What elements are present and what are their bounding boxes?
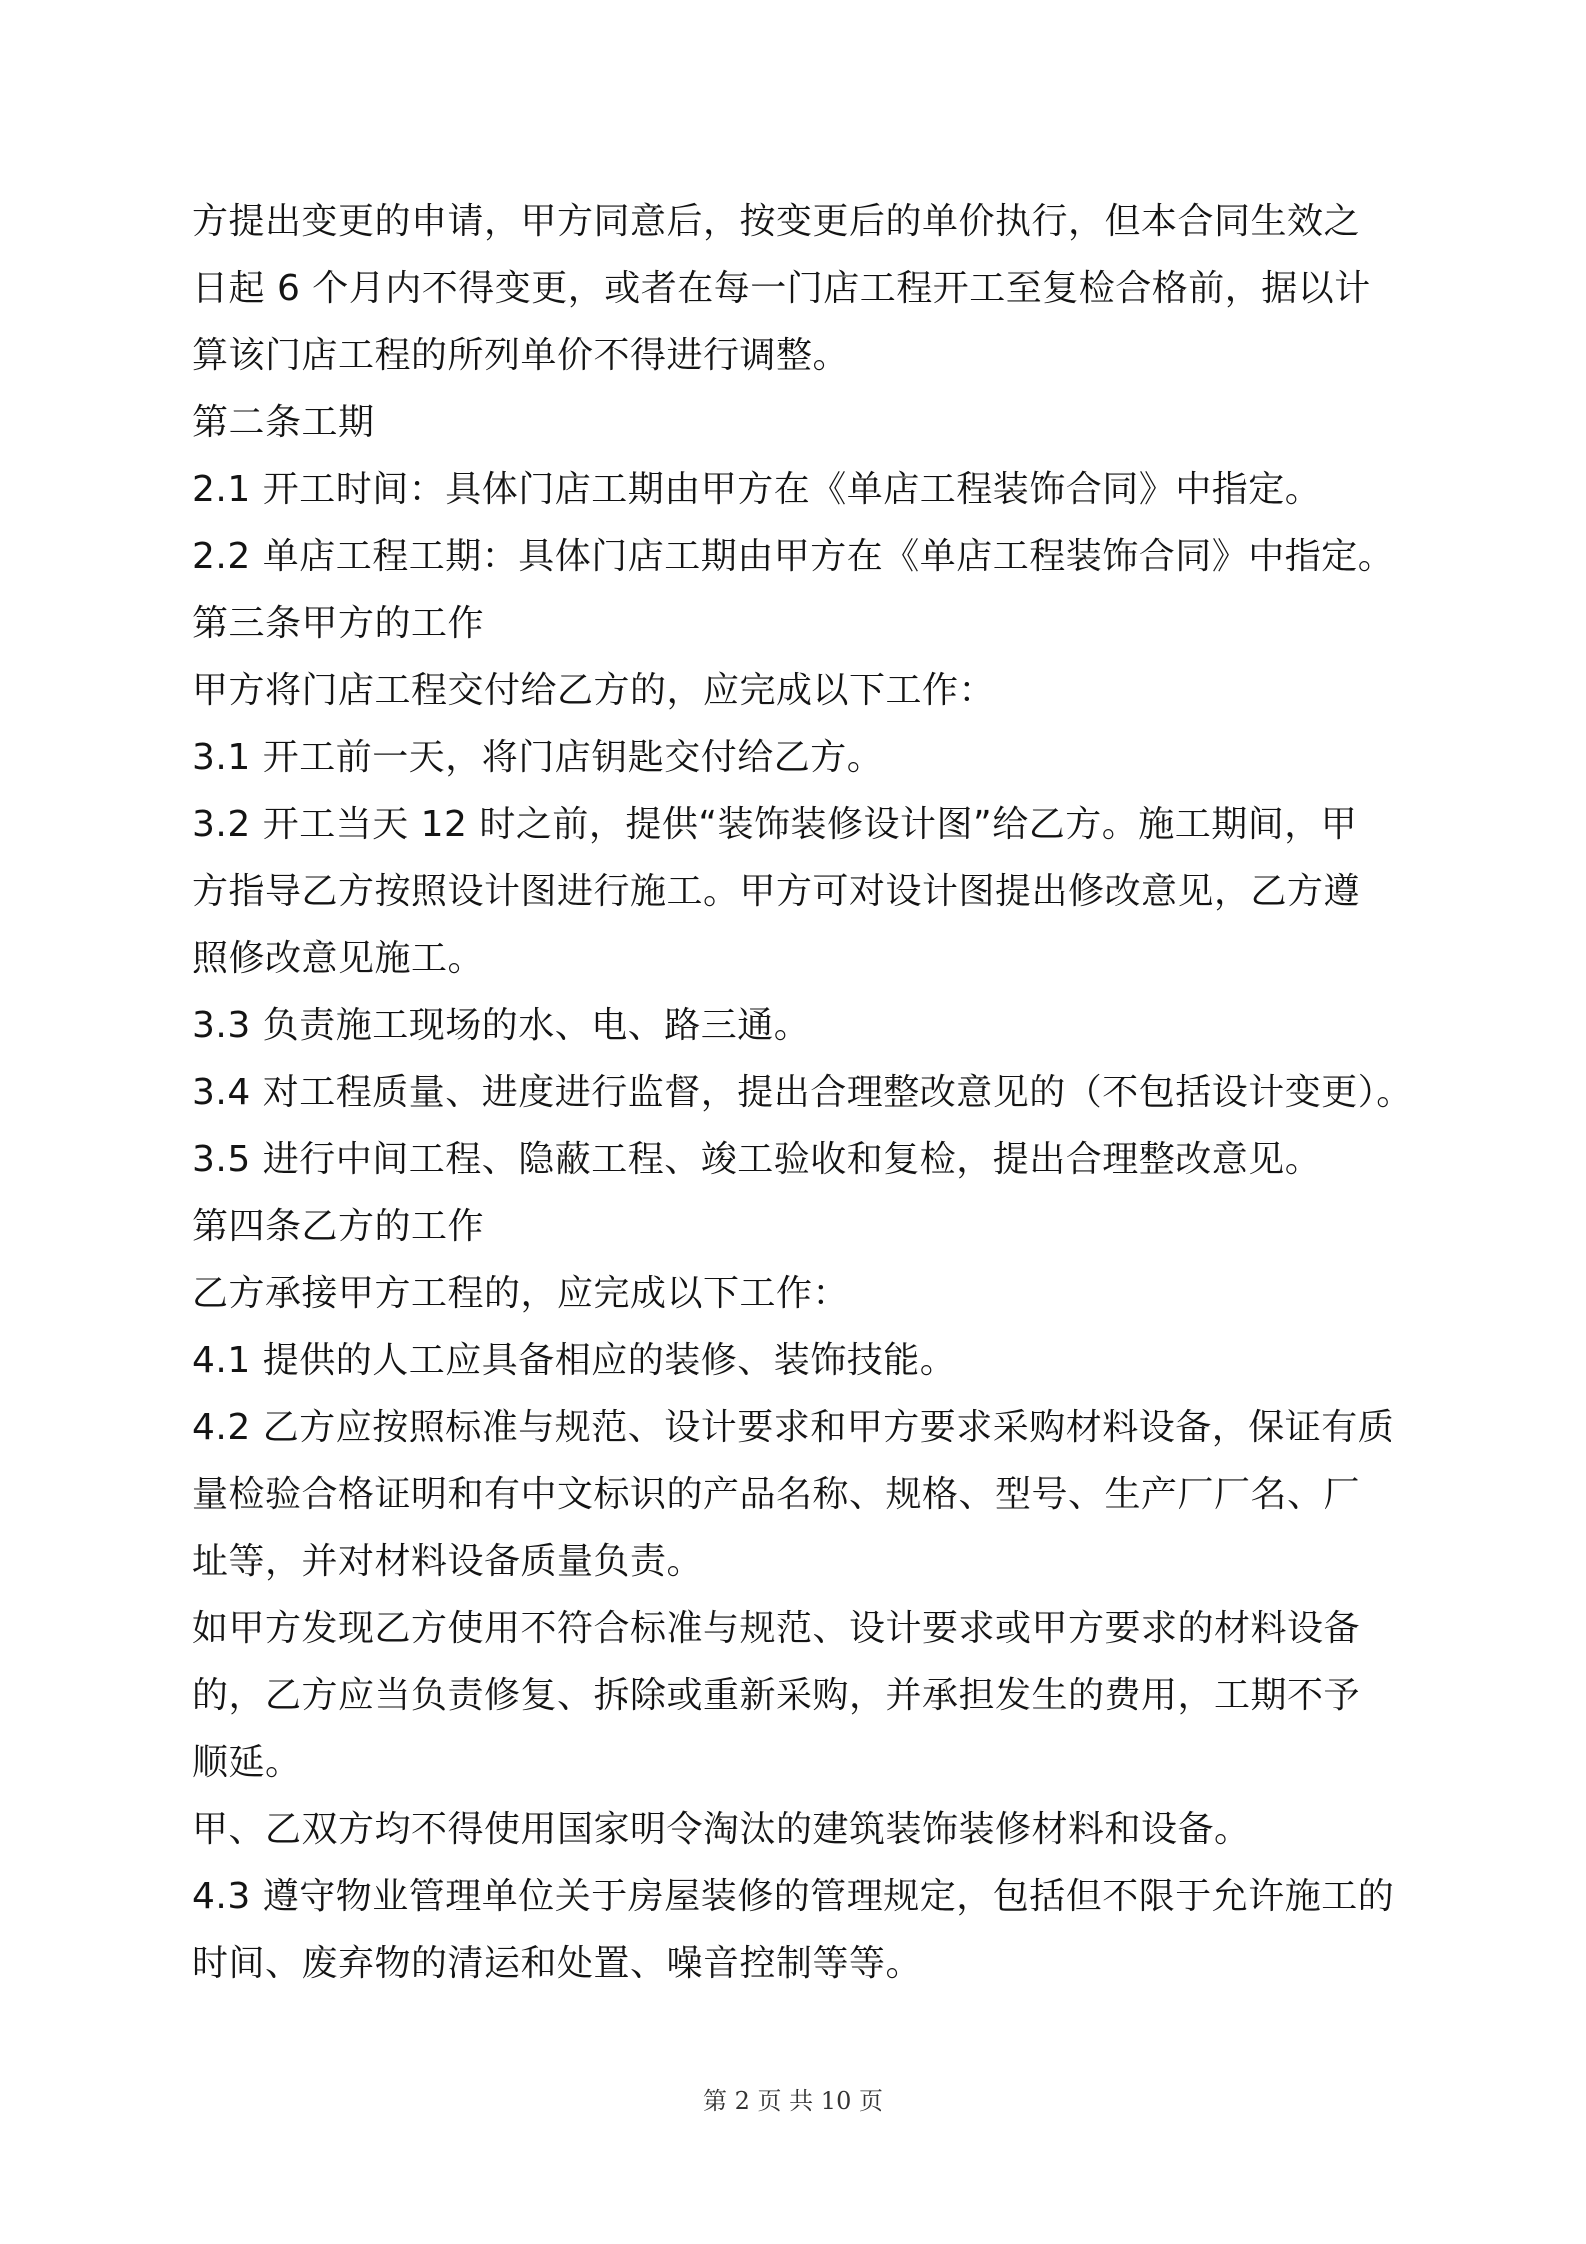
text-line: 如甲方发现乙方使用不符合标准与规范、设计要求或甲方要求的材料设备: [192, 1608, 1361, 1649]
text-line: 顺延。: [192, 1742, 302, 1783]
section-heading: 第二条工期: [192, 402, 375, 443]
text-line: 日起 6 个月内不得变更，或者在每一门店工程开工至复检合格前，据以计: [192, 268, 1371, 309]
text-line: 量检验合格证明和有中文标识的产品名称、规格、型号、生产厂厂名、厂: [192, 1474, 1361, 1515]
text-line: 2.2 单店工程工期：具体门店工期由甲方在《单店工程装饰合同》中指定。: [192, 536, 1395, 577]
text-line: 甲、乙双方均不得使用国家明令淘汰的建筑装饰装修材料和设备。: [192, 1809, 1251, 1850]
text-line: 3.1 开工前一天，将门店钥匙交付给乙方。: [192, 737, 884, 778]
text-line: 3.5 进行中间工程、隐蔽工程、竣工验收和复检，提出合理整改意见。: [192, 1139, 1322, 1180]
text-line: 3.4 对工程质量、进度进行监督，提出合理整改意见的（不包括设计变更）。: [192, 1072, 1413, 1113]
text-line: 4.1 提供的人工应具备相应的装修、装饰技能。: [192, 1340, 957, 1381]
text-line: 时间、废弃物的清运和处置、噪音控制等等。: [192, 1943, 923, 1984]
text-line: 的，乙方应当负责修复、拆除或重新采购，并承担发生的费用，工期不予: [192, 1675, 1361, 1716]
text-line: 方指导乙方按照设计图进行施工。甲方可对设计图提出修改意见，乙方遵: [192, 871, 1361, 912]
text-line: 方提出变更的申请，甲方同意后，按变更后的单价执行，但本合同生效之: [192, 201, 1361, 242]
text-line: 3.3 负责施工现场的水、电、路三通。: [192, 1005, 811, 1046]
text-line: 4.3 遵守物业管理单位关于房屋装修的管理规定，包括但不限于允许施工的: [192, 1876, 1395, 1917]
text-line: 算该门店工程的所列单价不得进行调整。: [192, 335, 850, 376]
text-line: 址等，并对材料设备质量负责。: [192, 1541, 704, 1582]
text-line: 2.1 开工时间：具体门店工期由甲方在《单店工程装饰合同》中指定。: [192, 469, 1322, 510]
text-line: 照修改意见施工。: [192, 938, 485, 979]
document-body: [192, 188, 1413, 1997]
section-heading: 第四条乙方的工作: [192, 1206, 485, 1247]
section-heading: 第三条甲方的工作: [192, 603, 485, 644]
text-line: 甲方将门店工程交付给乙方的，应完成以下工作：: [192, 670, 996, 711]
text-line: 乙方承接甲方工程的，应完成以下工作：: [192, 1273, 850, 1314]
page-number-footer: 第 2 页 共 10 页: [703, 2087, 883, 2115]
text-line: 3.2 开工当天 12 时之前，提供“装饰装修设计图”给乙方。施工期间，甲: [192, 804, 1358, 845]
text-line: 4.2 乙方应按照标准与规范、设计要求和甲方要求采购材料设备，保证有质: [192, 1407, 1395, 1448]
